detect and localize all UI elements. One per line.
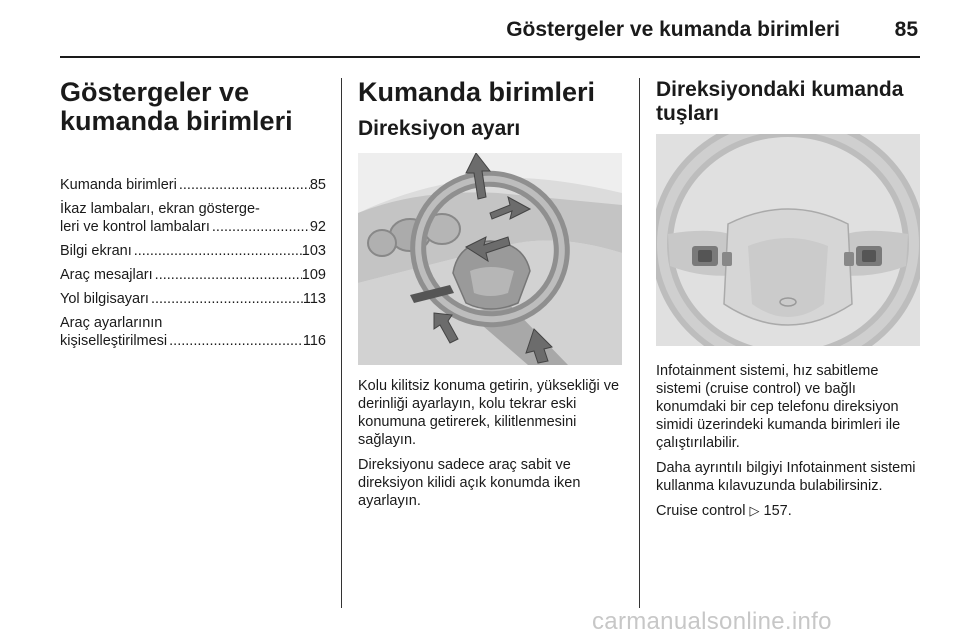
section-column	[358, 78, 624, 517]
toc-leader-dots	[153, 266, 302, 284]
cruise-control-reference[interactable]	[656, 502, 922, 521]
chapter-column	[60, 78, 326, 356]
toc-entry-page: 109	[301, 267, 326, 283]
toc-entry-row	[60, 218, 326, 236]
toc-entry-page: 92	[309, 219, 326, 235]
reference-text: Cruise control	[656, 503, 746, 519]
controls-column	[656, 78, 922, 528]
toc-entry-page: 103	[301, 243, 326, 259]
subsection-title: Direksiyon ayarı	[358, 117, 521, 140]
page-header	[60, 0, 920, 60]
toc-entry-page: 85	[309, 177, 326, 193]
reference-page: 157.	[763, 503, 792, 519]
toc-entry[interactable]	[60, 176, 326, 194]
section-body	[358, 377, 624, 510]
toc-entry-row	[60, 290, 326, 308]
controls-body	[656, 362, 922, 521]
controls-paragraph-2: Daha ayrıntılı bilgiyi Infotainment sistemi kullanma kılavuzunda bulabilirsiniz.	[656, 460, 916, 494]
watermark: carmanualsonline.info	[592, 608, 832, 635]
toc-entry-page: 113	[302, 291, 326, 307]
toc-entry[interactable]	[60, 314, 326, 350]
toc-entry[interactable]	[60, 290, 326, 308]
toc-entry-row	[60, 242, 326, 260]
controls-paragraph-1: Infotainment sistemi, hız sabitleme sistemi (cruise control) ve bağlı konumdaki bir cep telefonu direksiyon simidi üzerindeki kumanda birimleri ile çalıştırılabilir.	[656, 363, 901, 451]
toc-entry-text: Araç mesajları	[60, 267, 153, 283]
toc-entry-text: Yol bilgisayarı	[60, 291, 149, 307]
reference-arrow-icon: ▷	[749, 504, 760, 519]
toc-entry-row	[60, 332, 326, 350]
chapter-title: Göstergeler ve kumanda birimleri	[60, 77, 293, 136]
toc-entry-line1: Araç ayarlarının	[60, 315, 163, 331]
page-number: 85	[894, 18, 918, 41]
steering-wheel-controls-illustration	[656, 134, 920, 346]
toc-entry[interactable]	[60, 200, 326, 236]
toc-entry[interactable]	[60, 266, 326, 284]
toc-entry-row	[60, 176, 326, 194]
header-rule	[60, 56, 920, 58]
section-title: Kumanda birimleri	[358, 77, 596, 107]
column-divider-1	[341, 78, 342, 608]
header-title: Göstergeler ve kumanda birimleri	[506, 18, 840, 41]
paragraph-1: Kolu kilitsiz konuma getirin, yüksekliği ve derinliği ayarlayın, kolu tekrar eski konumuna getirerek, kilitlenmesini sağlayın.	[358, 378, 620, 448]
toc-leader-dots	[132, 242, 302, 260]
column-divider-2	[639, 78, 640, 608]
toc-entry-page: 116	[302, 333, 326, 349]
toc-leader-dots	[149, 290, 303, 308]
toc-entry-text: Kumanda birimleri	[60, 177, 177, 193]
toc-entry-text: kişiselleştirilmesi	[60, 333, 168, 349]
steering-adjustment-illustration	[358, 153, 622, 365]
toc-leader-dots	[210, 218, 310, 236]
toc-leader-dots	[167, 332, 303, 350]
toc-entry-row	[60, 266, 326, 284]
controls-title: Direksiyondaki kumanda tuşları	[656, 78, 904, 125]
table-of-contents	[60, 176, 326, 350]
toc-entry-text: Bilgi ekranı	[60, 243, 132, 259]
toc-entry[interactable]	[60, 242, 326, 260]
toc-leader-dots	[177, 176, 310, 194]
paragraph-2: Direksiyonu sadece araç sabit ve direksiyon kilidi açık konumda iken ayarlayın.	[358, 457, 581, 509]
toc-entry-text: leri ve kontrol lambaları	[60, 219, 210, 235]
toc-entry-line1: İkaz lambaları, ekran gösterge-	[60, 201, 260, 217]
